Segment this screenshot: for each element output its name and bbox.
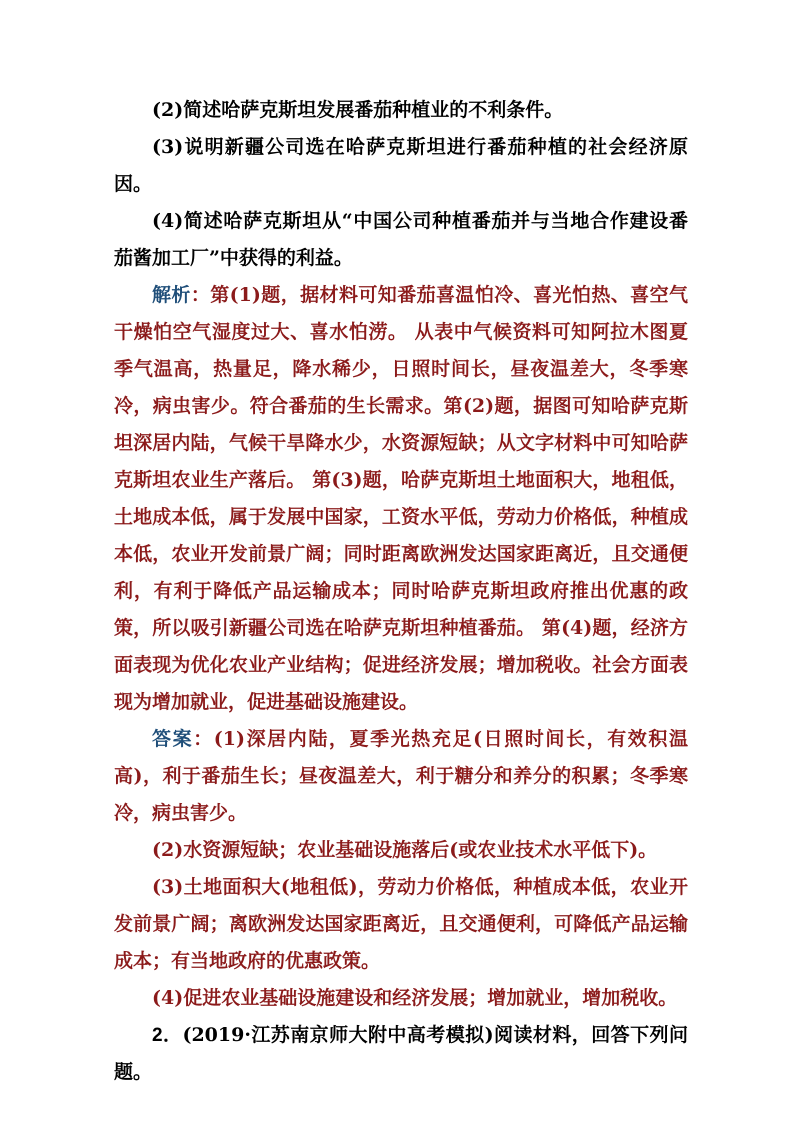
answer-label: 答案 bbox=[152, 728, 194, 750]
answer-2: (2)水资源短缺；农业基础设施落后(或农业技术水平低下)。 bbox=[152, 839, 658, 861]
next-question bbox=[114, 1017, 688, 1091]
answer-4: (4)促进农业基础设施建设和经济发展；增加就业，增加税收。 bbox=[152, 987, 678, 1009]
answer-3: (3)土地面积大(地租低)，劳动力价格低，种植成本低，农业开发前景广阔；离欧洲发达国家距离近，且交通便利，可降低产品运输成本；有当地政府的优惠政策。 bbox=[114, 876, 688, 972]
question-4: (4)简述哈萨克斯坦从“中国公司种植番茄并与当地合作建设番茄酱加工厂”中获得的利益。 bbox=[114, 210, 688, 269]
analysis-paragraph bbox=[114, 277, 688, 721]
question-3: (3)说明新疆公司选在哈萨克斯坦进行番茄种植的社会经济原因。 bbox=[114, 136, 688, 195]
analysis-label: 解析 bbox=[152, 284, 191, 306]
next-question-source: (2019·江苏南京师大附中高考模拟) bbox=[182, 1024, 494, 1046]
analysis-text: ：第(1)题，据材料可知番茄喜温怕冷、喜光怕热、喜空气干燥怕空气湿度过大、喜水怕涝。 从表中气候资料可知阿拉木图夏季气温高，热量足，降水稀少，日照时间长，昼夜温差大，冬季寒冷，病虫害少。符合番茄的生长需求。第(2)题，据图可知哈萨克斯坦深居内陆，气候干旱降水少，水资源短缺；从文字材料中可知哈萨克斯坦农业生产落后。 第(3)题，哈萨克斯坦土地面积大，地租低，土地成本低，属于发展中国家，工资水平低，劳动力价格低，种植成本低，农业开发前景广阔；同时距离欧洲发达国家距离近，且交通便利，有利于降低产品运输成本；同时哈萨克斯坦政府推出优惠的政策，所以吸引新疆公司选在哈萨克斯坦种植番茄。 第(4)题，经济方面表现为优化农业产业结构；促进经济发展；增加税收。社会方面表现为增加就业，促进基础设施建设。 bbox=[114, 284, 688, 713]
next-question-number: 2． bbox=[152, 1025, 183, 1046]
question-2: (2)简述哈萨克斯坦发展番茄种植业的不利条件。 bbox=[152, 99, 564, 121]
answer-1-text: ：(1)深居内陆，夏季光热充足(日照时间长，有效积温高)，利于番茄生长；昼夜温差大，利于糖分和养分的积累；冬季寒冷，病虫害少。 bbox=[114, 728, 688, 824]
next-question-text: 阅读材料，回答下列问题。 bbox=[114, 1024, 688, 1083]
document-page bbox=[114, 92, 688, 1091]
answer-1 bbox=[114, 721, 688, 832]
